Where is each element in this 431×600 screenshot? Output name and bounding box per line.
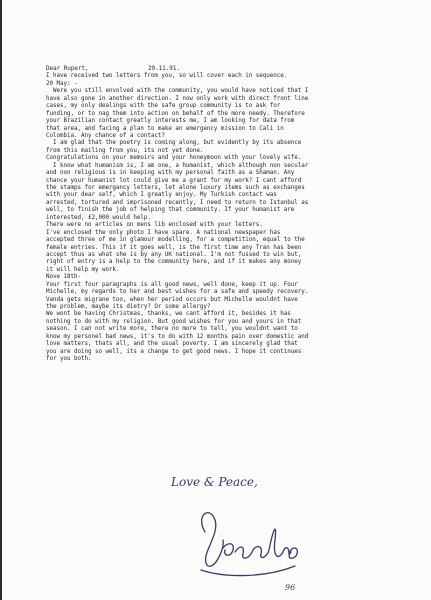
letter-line: it will help my work. [46,266,120,273]
page-edge-shadow [0,0,2,600]
letter-line: season. I can not write more, there no more to tell, you wouldnt want to [46,326,298,333]
letter-line: and non religious is in keeping with my personal faith as a Shaman. Any [46,170,295,177]
letter-line: Your first four paragraphs is all good news, well done, keep it up. Four [46,281,298,288]
letter-line: Congratulations on your memoirs and your honeymoon with your lovely wife. [46,155,302,162]
letter-line: Were you still envolved with the community, you would have noticed that I [46,88,309,95]
letter-line: I am glad that the poetry is coming along, but evidently by its absence [46,140,302,147]
signature-mark: 96 [285,583,296,592]
letter-line: that area, and facing a plan to make an emergency mission to Cali in [46,125,284,132]
valediction-handwriting [170,475,258,489]
letter-line: know my personel bad news, it's to do with 12 months pain over domestic and [46,333,309,340]
letter-line: the problem, maybe its dietry? Or some allergy? [46,304,211,310]
letter-line: We wont be having Christmas, thanks, we cant afford it, besides it has [46,311,291,318]
letter-line: interested, £2,000 would help. [46,214,151,221]
letter-line: well, to finish the job of helping that community. If your humanist are [46,207,295,214]
signature-stroke-i [283,548,289,554]
signature-underline [201,566,295,576]
letter-line: I've enclosed the only photo I have spare. A national newspaper has [46,229,281,236]
salutation: Dear Rupert, [46,66,89,72]
letter-line: I know what humanism is, I am one, a humanist, which although non secular [46,162,309,169]
letter-line: from this mailing from you, its not yet done. [46,147,204,154]
letter-line: love matters, thats all, and the usual poverty. I am sincerely glad that [46,341,298,348]
letter-line: I have received two letters from you, so will cover each in sequence. [46,73,288,80]
letter-line: chance your humanist lot could give me a grant for my work? I cant afford [46,177,302,184]
letter-line: Vanda gets migrane too, when her period occurs but Michelle wouldnt have [46,296,298,303]
signature-stroke-a [253,547,269,558]
signature-stroke-e [289,548,297,558]
letter-line: your Brazilian contact greatly interests me, I am looking for data from [46,118,295,125]
letter-date: 29.11.91. [148,66,180,72]
letter-line: accepted three of me in glamour modelling, for a competition, equal to the [46,237,305,244]
letter-line: Colombia. Any chance of a contact? [46,132,165,139]
signature-block [165,470,325,600]
letter-line [46,66,418,73]
letter-line: Nove 18th- [46,274,81,281]
letter-line: arrested, tortured and imprisoned recently, I need to return to Istanbul as [46,199,309,206]
letter-line: funding, or to nag them into action on behalf of the more needy. Therefore [46,110,305,117]
letter-line: with your dear self, which I greatly enjoy. My Turkish contact was [46,192,277,199]
letter-line: cases, my only dealings with the safe group community is to ask for [46,103,281,110]
letter-line: have also gone in another direction. I now only work with direct front line [46,95,309,102]
signature-stroke-o [223,544,233,556]
letter-line: nothing to do with my religion. But good wishes for you and yours in that [46,318,302,325]
signature-scrawl [201,513,297,576]
letter-line: accept thus as what she is by any UK national. I'm not fussed to win but, [46,251,302,258]
letter-line: you are doing so well, its a change to get good news. I hope it continues [46,348,302,355]
valediction: Love & Peace, [171,475,258,489]
letter-line: the stamps for emergancy letters, let alone luxury items such as exchanges [46,185,305,191]
signature-stroke-l [269,529,283,556]
letter-line: female entries. This if it goes well, is the first time any Tran has been [46,244,302,251]
letter-body [46,66,418,364]
letter-line: right of entry is a help to the community here, and if it makes any money [46,259,302,266]
letter-line: Michelle, my regards to her and best wishes for a safe and speedy recovery. [46,289,309,296]
letter-line: for you both. [46,356,92,363]
signature-stroke-s [235,547,253,558]
letter-line: 20 May: - [46,80,78,87]
letter-line: There were no articles on mens lib enclosed with your letters. [46,222,263,229]
signature-stroke-r [202,513,224,567]
